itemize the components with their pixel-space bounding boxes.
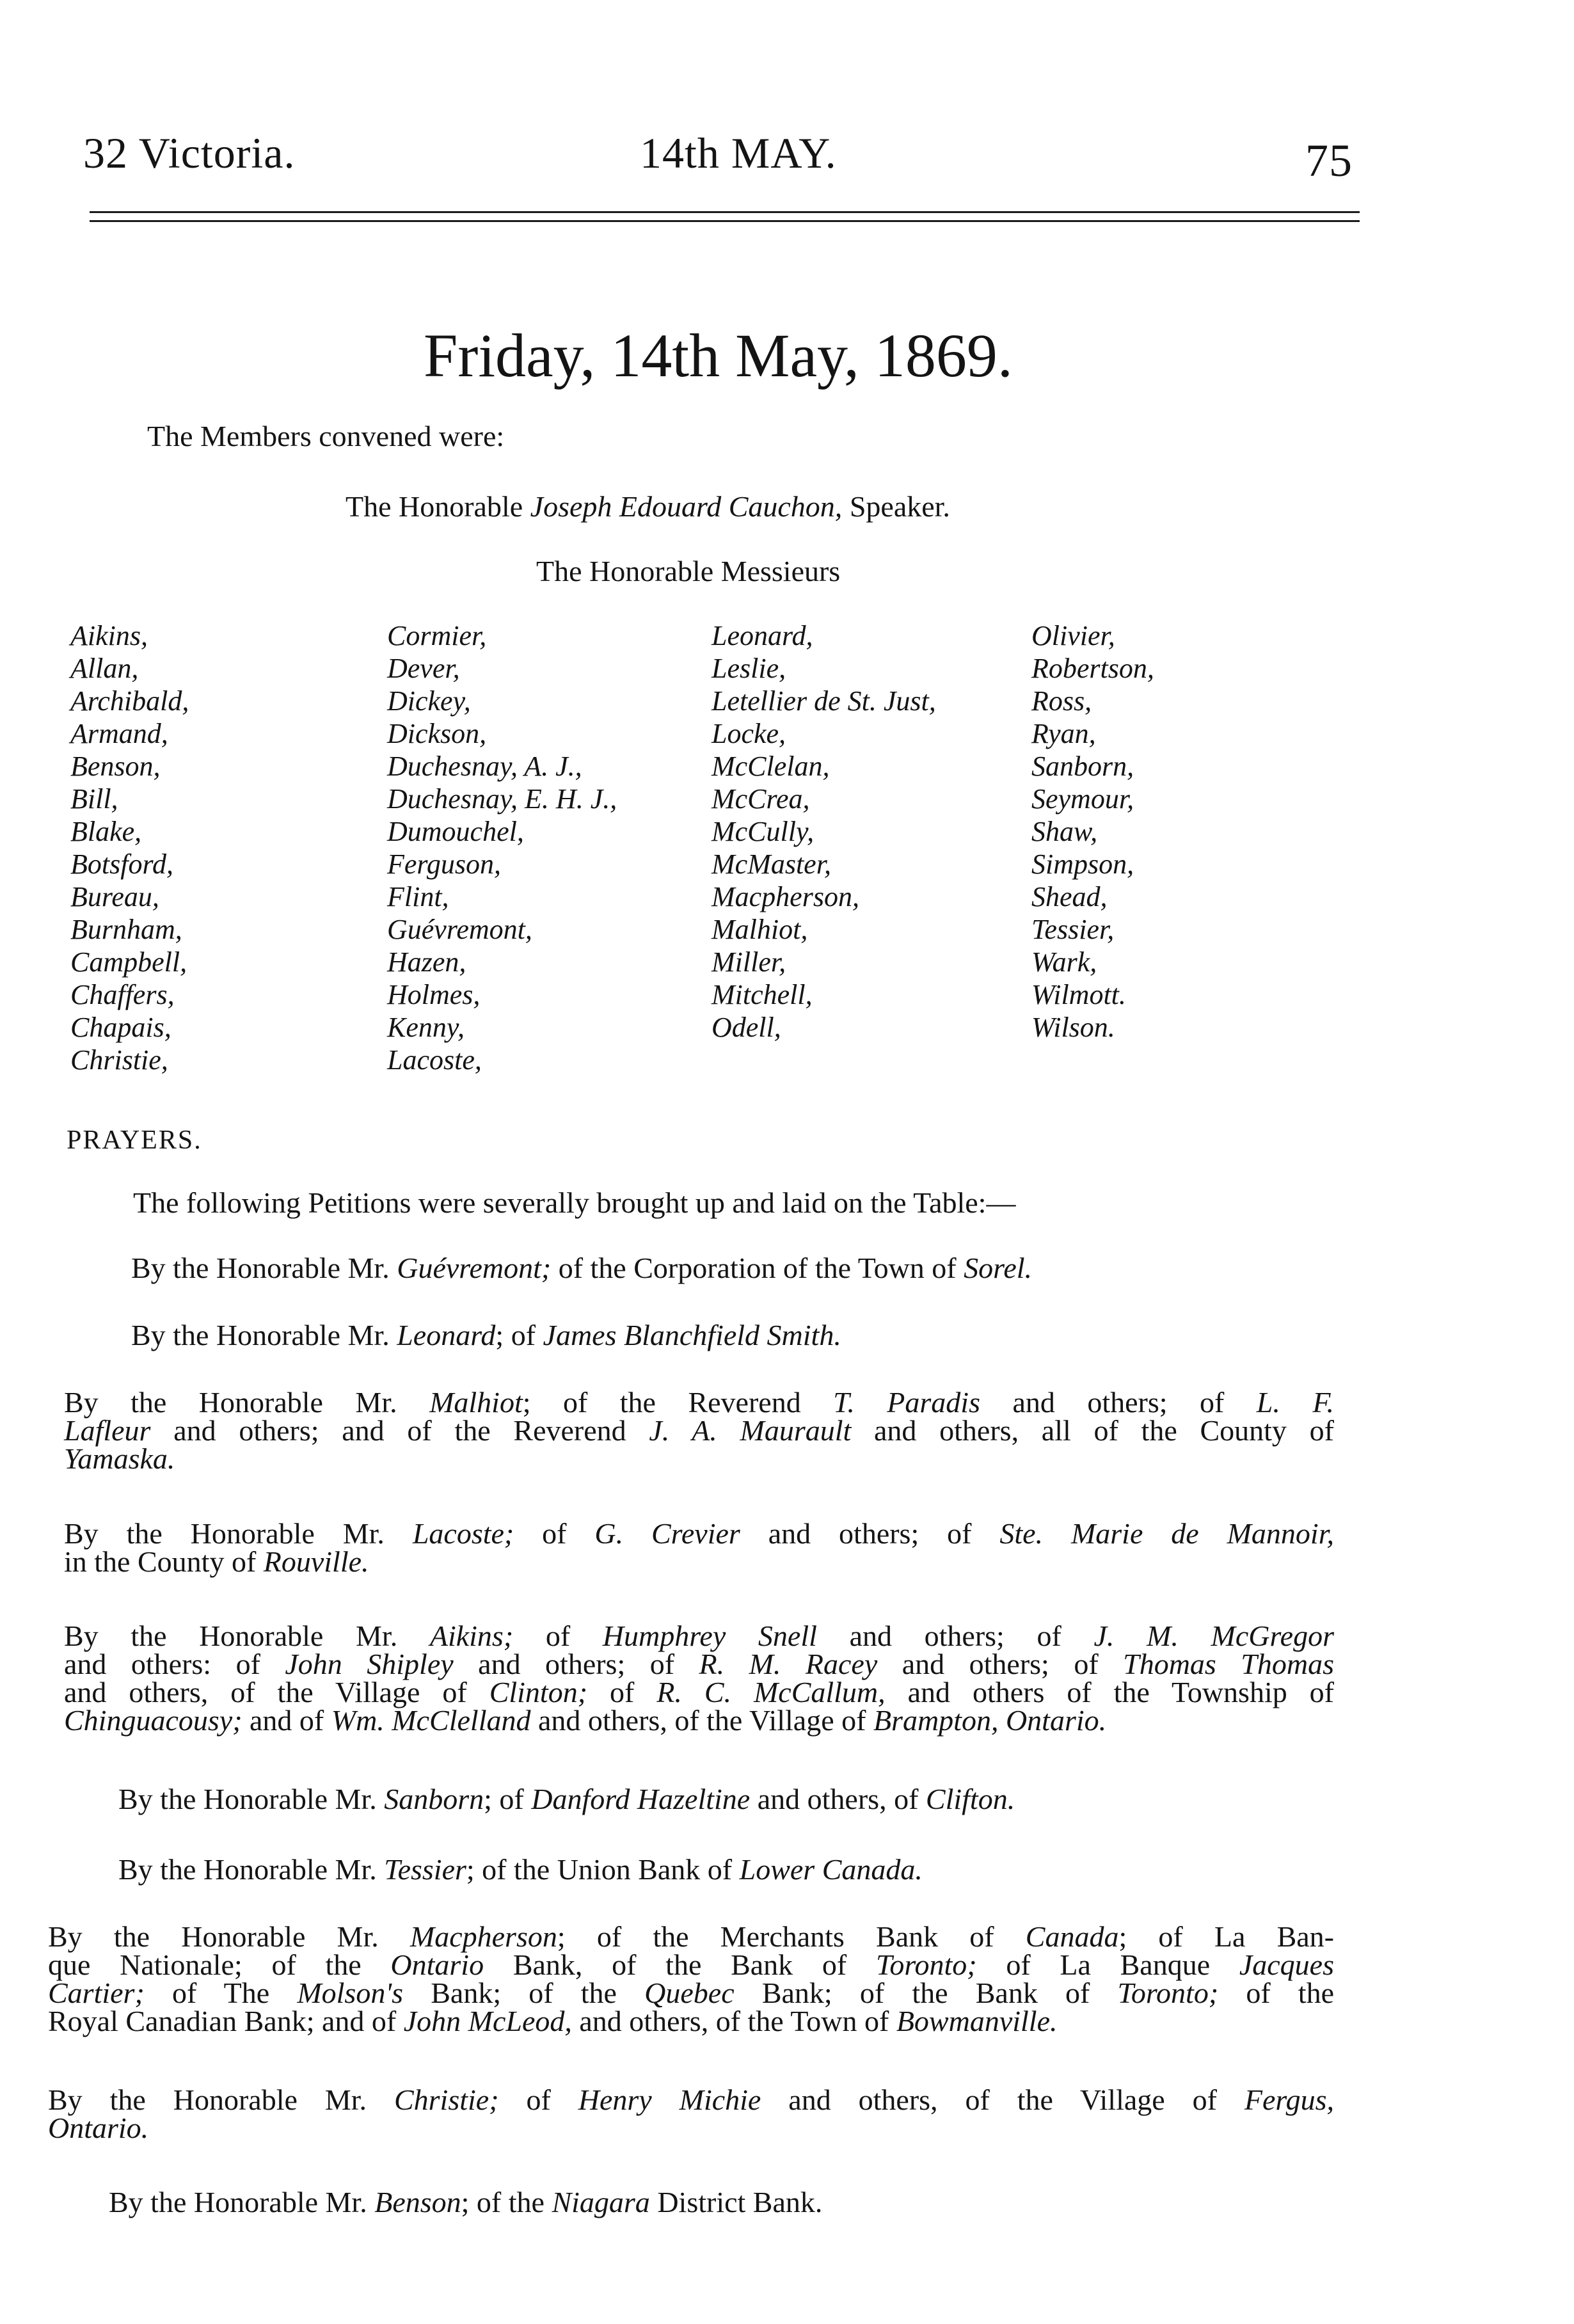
member-name: Archibald, (70, 685, 189, 717)
petition-line (48, 1979, 1334, 2007)
member-name: Bill, (70, 783, 118, 815)
petition-paragraph (131, 1321, 1264, 1349)
petitioner-name: James Blanchfield Smith. (543, 1319, 841, 1351)
member-name: Robertson, (1031, 653, 1154, 684)
petition-text: of (587, 1676, 657, 1708)
petition-text: ; of the (461, 2186, 552, 2218)
member-name: Tessier, (1031, 914, 1115, 945)
petition-text: Bank, of the Bank of (484, 1948, 876, 1981)
member-name: Seymour, (1031, 783, 1134, 815)
header-session: 32 Victoria. (83, 129, 296, 177)
petition-text: By the Honorable Mr. (48, 2083, 394, 2116)
petition-text: By the Honorable Mr. (118, 1783, 385, 1815)
petition-line (109, 2188, 1260, 2217)
petition-text: By the Honorable Mr. (131, 1252, 397, 1284)
member-name: Lacoste, (387, 1044, 482, 1076)
petition-text: ; of the Merchants Bank of (557, 1920, 1026, 1953)
member-name: Macpherson, (711, 881, 859, 912)
petition-line (48, 1948, 1334, 1981)
petitioner-name: Bowmanville. (896, 2005, 1058, 2037)
petition-paragraph (118, 1853, 1270, 1886)
petition-line (131, 1254, 1264, 1282)
member-name: Locke, (711, 718, 786, 749)
petitioner-name: G. Crevier (594, 1517, 740, 1550)
member-name: Shaw, (1031, 816, 1098, 847)
petition-text: of (498, 2083, 578, 2116)
petition-paragraph (48, 1920, 1334, 2037)
petition-paragraph (64, 1386, 1334, 1475)
petitioner-name: Henry Michie (578, 2083, 761, 2116)
petition-line (118, 1853, 1270, 1886)
member-name: Chapais, (70, 1012, 171, 1043)
member-name: Bureau, (70, 881, 159, 912)
members-column-1 (70, 619, 189, 1076)
petition-paragraph (131, 1254, 1264, 1282)
petition-paragraph (118, 1785, 1270, 1813)
petitioner-name: Aikins; (429, 1620, 514, 1652)
petition-text: and others, of (750, 1783, 926, 1815)
date-title: Friday, 14th May, 1869. (424, 321, 1013, 390)
petition-line (64, 1386, 1334, 1419)
petitioner-name: J. A. Maurault (649, 1414, 852, 1447)
petition-line (118, 1785, 1270, 1813)
petitioner-name: Clifton. (925, 1783, 1015, 1815)
petition-text: By the Honorable Mr. (109, 2186, 375, 2218)
member-name: Blake, (70, 816, 142, 847)
member-name: Hazen, (387, 946, 466, 978)
petitioner-name: Canada (1025, 1920, 1119, 1953)
petitioner-name: Ontario. (48, 2112, 149, 2144)
petitioner-name: Chinguacousy; (64, 1704, 242, 1737)
petition-text: ; of (484, 1783, 532, 1815)
petition-text: Royal Canadian Bank; and of (48, 2005, 404, 2037)
petitioner-name: Lafleur (64, 1414, 151, 1447)
petition-paragraph (64, 1517, 1334, 1578)
member-name: Miller, (711, 946, 786, 978)
petitioner-name: Fergus, (1244, 2083, 1334, 2116)
member-name: Ryan, (1031, 718, 1096, 749)
petition-text: By the Honorable Mr. (131, 1319, 397, 1351)
petition-text: and others, of the Village of (530, 1704, 873, 1737)
petitioner-name: Clinton; (489, 1676, 588, 1708)
petitioner-name: Cartier; (48, 1977, 145, 2009)
member-name: Letellier de St. Just, (711, 685, 936, 717)
petitioner-name: Macpherson (409, 1920, 557, 1953)
petition-line (64, 1517, 1334, 1550)
petition-text: ; of (495, 1319, 543, 1351)
petitioner-name: R. M. Racey (699, 1648, 878, 1680)
members-intro: The Members convened were: (147, 420, 505, 452)
member-name: Leslie, (711, 653, 786, 684)
petition-text: and others, of the Village of (64, 1676, 489, 1708)
member-name: Leonard, (711, 620, 813, 651)
member-name: Shead, (1031, 881, 1108, 912)
petitions-intro: The following Petitions were severally brought up and laid on the Table:— (133, 1186, 1016, 1219)
petition-text: ; of the Reverend (522, 1386, 834, 1419)
petitioner-name: Sanborn (384, 1783, 484, 1815)
header-rule-bottom (90, 220, 1360, 222)
speaker-title: Speaker. (849, 490, 950, 523)
petitioner-name: John McLeod, (403, 2005, 572, 2037)
member-name: McCully, (711, 816, 815, 847)
petition-text: and others; of (816, 1620, 1094, 1652)
member-name: Dickson, (387, 718, 487, 749)
petitioner-name: Thomas Thomas (1123, 1648, 1335, 1680)
petitioner-name: John Shipley (285, 1648, 454, 1680)
petitioner-name: Brampton, Ontario. (873, 1704, 1107, 1737)
member-name: McMaster, (711, 848, 831, 880)
petitioner-name: Molson's (297, 1977, 404, 2009)
member-name: Olivier, (1031, 620, 1115, 651)
member-name: Ferguson, (387, 848, 502, 880)
petitioner-name: J. M. McGregor (1093, 1620, 1335, 1652)
petitioner-name: Benson (374, 2186, 461, 2218)
petitioner-name: Toronto; (1117, 1977, 1219, 2009)
member-name: Guévremont, (387, 914, 532, 945)
petition-line (64, 1545, 1334, 1578)
member-name: McClelan, (711, 751, 830, 782)
petitioner-name: Niagara (552, 2186, 650, 2218)
member-name: Wark, (1031, 946, 1097, 978)
petitioner-name: Sorel. (964, 1252, 1033, 1284)
member-name: Botsford, (70, 848, 173, 880)
petition-text: By the Honorable Mr. (64, 1386, 430, 1419)
petitioner-name: Jacques (1239, 1948, 1334, 1981)
petition-text: and others, all of the County of (851, 1414, 1334, 1447)
member-name: Armand, (70, 718, 168, 749)
member-name: Allan, (70, 653, 139, 684)
petition-text: Bank; of the (403, 1977, 645, 2009)
petitioner-name: T. Paradis (833, 1386, 980, 1419)
petition-line (48, 1920, 1334, 1953)
member-name: Chaffers, (70, 979, 175, 1010)
member-name: Kenny, (387, 1012, 465, 1043)
member-name: Simpson, (1031, 848, 1134, 880)
member-name: Christie, (70, 1044, 168, 1076)
member-name: Dumouchel, (387, 816, 524, 847)
petition-text: ; of the Union Bank of (466, 1853, 740, 1886)
petitioner-name: Leonard (397, 1319, 496, 1351)
petitioner-name: Guévremont; (397, 1252, 552, 1284)
petitioner-name: Lacoste; (412, 1517, 514, 1550)
petitioner-name: Quebec (644, 1977, 735, 2009)
petition-text: of (514, 1517, 595, 1550)
petition-text: and others: of (64, 1648, 285, 1680)
petition-line (48, 2083, 1334, 2116)
member-name: Flint, (387, 881, 449, 912)
petition-paragraph (64, 1622, 1334, 1735)
petition-text: of La Banque (976, 1948, 1239, 1981)
petitioner-name: L. F. (1256, 1386, 1334, 1419)
petition-text: and others; of (453, 1648, 699, 1680)
members-column-4 (1031, 619, 1154, 1044)
prayers-heading: PRAYERS. (67, 1126, 202, 1155)
page-number: 75 (1305, 135, 1353, 186)
petition-line (64, 1442, 1334, 1475)
member-name: McCrea, (711, 783, 810, 815)
member-name: Ross, (1031, 685, 1092, 717)
petitioner-name: Danford Hazeltine (531, 1783, 751, 1815)
member-name: Wilmott. (1031, 979, 1126, 1010)
petition-text: By the Honorable Mr. (118, 1853, 385, 1886)
member-name: Sanborn, (1031, 751, 1134, 782)
petition-text: By the Honorable Mr. (64, 1620, 430, 1652)
petition-paragraph (48, 2083, 1334, 2144)
member-name: Campbell, (70, 946, 187, 978)
petition-paragraph (109, 2188, 1260, 2217)
member-name: Dickey, (387, 685, 471, 717)
petitioner-name: Yamaska. (64, 1442, 175, 1475)
petition-text: and others; and of the Reverend (150, 1414, 649, 1447)
petition-text: in the County of (64, 1545, 264, 1578)
petitioner-name: Humphrey Snell (602, 1620, 817, 1652)
members-column-3 (711, 619, 936, 1044)
petitioner-name: R. C. McCallum, (656, 1676, 886, 1708)
petition-line (64, 1414, 1334, 1447)
petitioner-name: Ste. Marie de Mannoir, (999, 1517, 1334, 1550)
petitioner-name: Lower Canada. (739, 1853, 923, 1886)
petitioner-name: Toronto; (875, 1948, 977, 1981)
speaker-line (346, 489, 950, 523)
petitioner-name: Tessier (384, 1853, 466, 1886)
petition-line (48, 2114, 1334, 2142)
petition-text: District Bank. (649, 2186, 823, 2218)
petitioner-name: Rouville. (263, 1545, 369, 1578)
petition-text: By the Honorable Mr. (48, 1920, 410, 1953)
petitioner-name: Malhiot (429, 1386, 523, 1419)
petition-text: and others; of (980, 1386, 1257, 1419)
petition-text: and others of the Township of (885, 1676, 1334, 1708)
petitioner-name: Ontario (390, 1948, 484, 1981)
petition-text: and others; of (877, 1648, 1124, 1680)
petition-text: of the Corporation of the Town of (551, 1252, 964, 1284)
petition-line (64, 1650, 1334, 1678)
speaker-prefix: The Honorable (346, 490, 523, 523)
member-name: Burnham, (70, 914, 182, 945)
member-name: Wilson. (1031, 1012, 1115, 1043)
member-name: Duchesnay, E. H. J., (387, 783, 617, 815)
petition-line (64, 1622, 1334, 1650)
petition-line (64, 1678, 1334, 1707)
petitioner-name: Wm. McClelland (331, 1704, 531, 1737)
member-name: Holmes, (387, 979, 481, 1010)
petition-text: By the Honorable Mr. (64, 1517, 413, 1550)
member-name: Dever, (387, 653, 460, 684)
member-name: Duchesnay, A. J., (387, 751, 582, 782)
petition-text: Bank; of the Bank of (734, 1977, 1118, 2009)
speaker-name: Joseph Edouard Cauchon, (530, 490, 843, 523)
member-name: Mitchell, (711, 979, 813, 1010)
header-date: 14th MAY. (640, 129, 837, 177)
petition-text: and others; of (740, 1517, 1000, 1550)
petition-line (131, 1321, 1264, 1349)
petition-text: and others, of the Village of (761, 2083, 1244, 2116)
petition-text: and others, of the Town of (571, 2005, 896, 2037)
header-rule-top (90, 211, 1360, 213)
member-name: Aikins, (70, 620, 148, 651)
member-name: Malhiot, (711, 914, 808, 945)
petition-text: and of (242, 1704, 331, 1737)
member-name: Cormier, (387, 620, 487, 651)
petition-line (64, 1704, 1334, 1737)
messieurs-heading: The Honorable Messieurs (536, 555, 841, 587)
petition-line (48, 2007, 1334, 2035)
petition-text: ; of La Ban- (1118, 1920, 1334, 1953)
petition-text: of The (144, 1977, 298, 2009)
petition-text: of (513, 1620, 603, 1652)
petition-text: of the (1218, 1977, 1334, 2009)
members-column-2 (387, 619, 617, 1076)
member-name: Odell, (711, 1012, 781, 1043)
petition-text: que Nationale; of the (48, 1948, 391, 1981)
petitioner-name: Christie; (394, 2083, 499, 2116)
member-name: Benson, (70, 751, 161, 782)
